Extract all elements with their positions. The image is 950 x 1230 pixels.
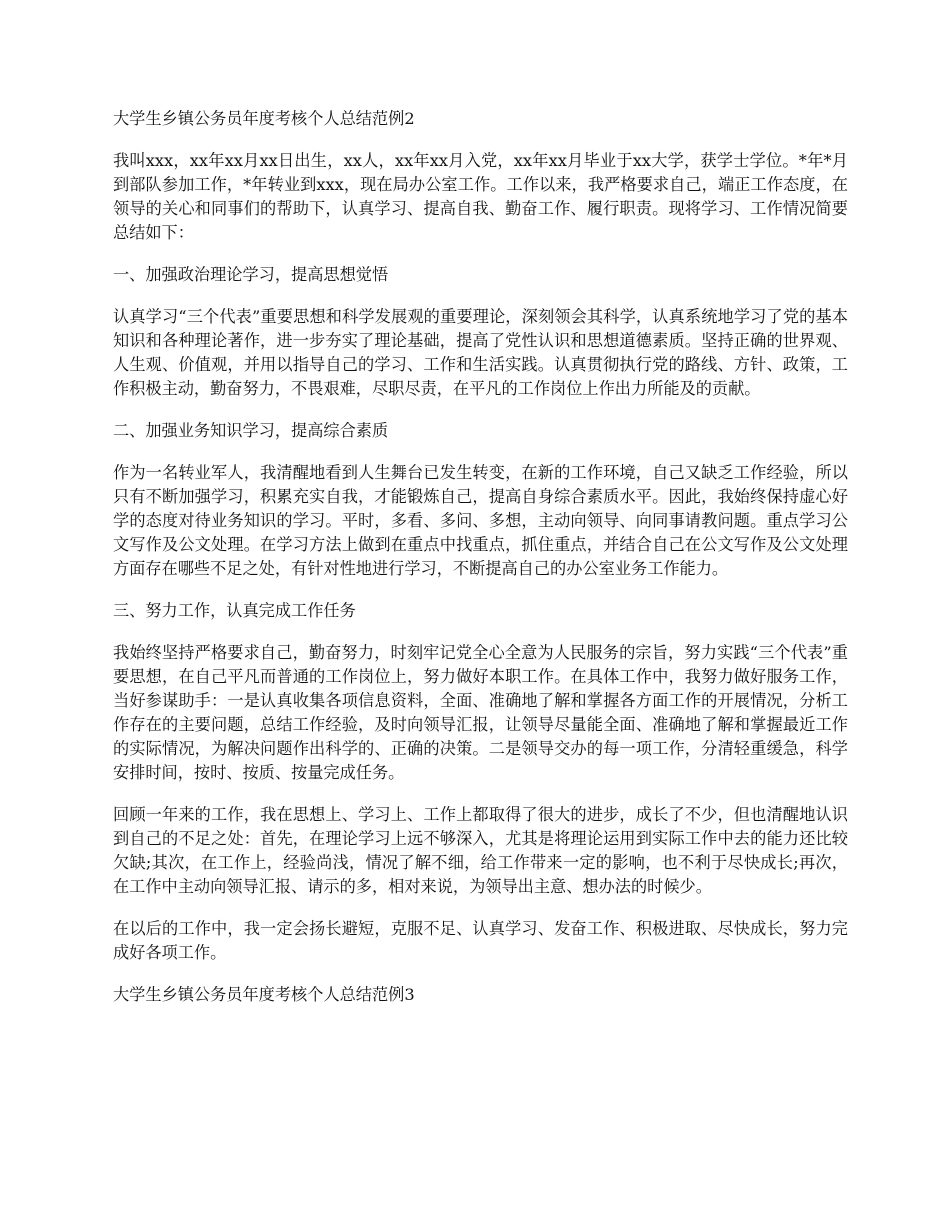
section-2-paragraph: 作为一名转业军人，我清醒地看到人生舞台已发生转变，在新的工作环境，自己又缺乏工作经验，所以只有不断加强学习，积累充实自我，才能锻炼自己，提高自身综合素质水平。因此，我始终保持虚心好学的态度对待业务知识的学习。平时，多看、多问、多想，主动向领导、向同事请教问题。重点学习公文写作及公文处理。在学习方法上做到在重点中找重点，抓住重点，并结合自己在公文写作及公文处理方面存在哪些不足之处，有针对性地进行学习，不断提高自己的办公室业务工作能力。 xyxy=(113,463,848,578)
intro-paragraph: 我叫xxx，xx年xx月xx日出生，xx人，xx年xx月入党，xx年xx月毕业于xx大学，获学士学位。*年*月到部队参加工作，*年转业到xxx，现在局办公室工作。工作以来，我严格要求自己，端正工作态度，在领导的关心和同事们的帮助下，认真学习、提高自我、勤奋工作、履行职责。现将学习、工作情况简要总结如下： xyxy=(113,151,848,242)
document-title-3: 大学生乡镇公务员年度考核个人总结范例3 xyxy=(113,985,415,1004)
review-paragraph: 回顾一年来的工作，我在思想上、学习上、工作上都取得了很大的进步，成长了不少，但也清醒地认识到自己的不足之处：首先，在理论学习上远不够深入，尤其是将理论运用到实际工作中去的能力还比较欠缺;其次，在工作上，经验尚浅，情况了解不细，给工作带来一定的影响，也不利于尽快成长;再次，在工作中主动向领导汇报、请示的多，相对来说，为领导出主意、想办法的时候少。 xyxy=(113,805,848,896)
document-page xyxy=(113,107,848,1025)
section-3-paragraph: 我始终坚持严格要求自己，勤奋努力，时刻牢记党全心全意为人民服务的宗旨，努力实践“三个代表”重要思想，在自己平凡而普通的工作岗位上，努力做好本职工作。在具体工作中，我努力做好服务工作，当好参谋助手：一是认真收集各项信息资料，全面、准确地了解和掌握各方面工作的开展情况，分析工作存在的主要问题，总结工作经验，及时向领导汇报，让领导尽量能全面、准确地了解和掌握最近工作的实际情况，为解决问题作出科学的、正确的决策。二是领导交办的每一项工作，分清轻重缓急，科学安排时间，按时、按质、按量完成任务。 xyxy=(113,643,848,782)
closing-paragraph: 在以后的工作中，我一定会扬长避短，克服不足、认真学习、发奋工作、积极进取、尽快成长，努力完成好各项工作。 xyxy=(113,919,848,962)
section-1-heading: 一、加强政治理论学习，提高思想觉悟 xyxy=(113,265,389,284)
section-3-heading: 三、努力工作，认真完成工作任务 xyxy=(113,601,356,620)
section-1-paragraph: 认真学习“三个代表”重要思想和科学发展观的重要理论，深刻领会其科学，认真系统地学习了党的基本知识和各种理论著作，进一步夯实了理论基础，提高了党性认识和思想道德素质。坚持正确的世界观、人生观、价值观，并用以指导自己的学习、工作和生活实践。认真贯彻执行党的路线、方针、政策，工作积极主动，勤奋努力，不畏艰难，尽职尽责，在平凡的工作岗位上作出力所能及的贡献。 xyxy=(113,307,848,398)
section-2-heading: 二、加强业务知识学习，提高综合素质 xyxy=(113,421,389,440)
document-title-2: 大学生乡镇公务员年度考核个人总结范例2 xyxy=(113,109,415,128)
